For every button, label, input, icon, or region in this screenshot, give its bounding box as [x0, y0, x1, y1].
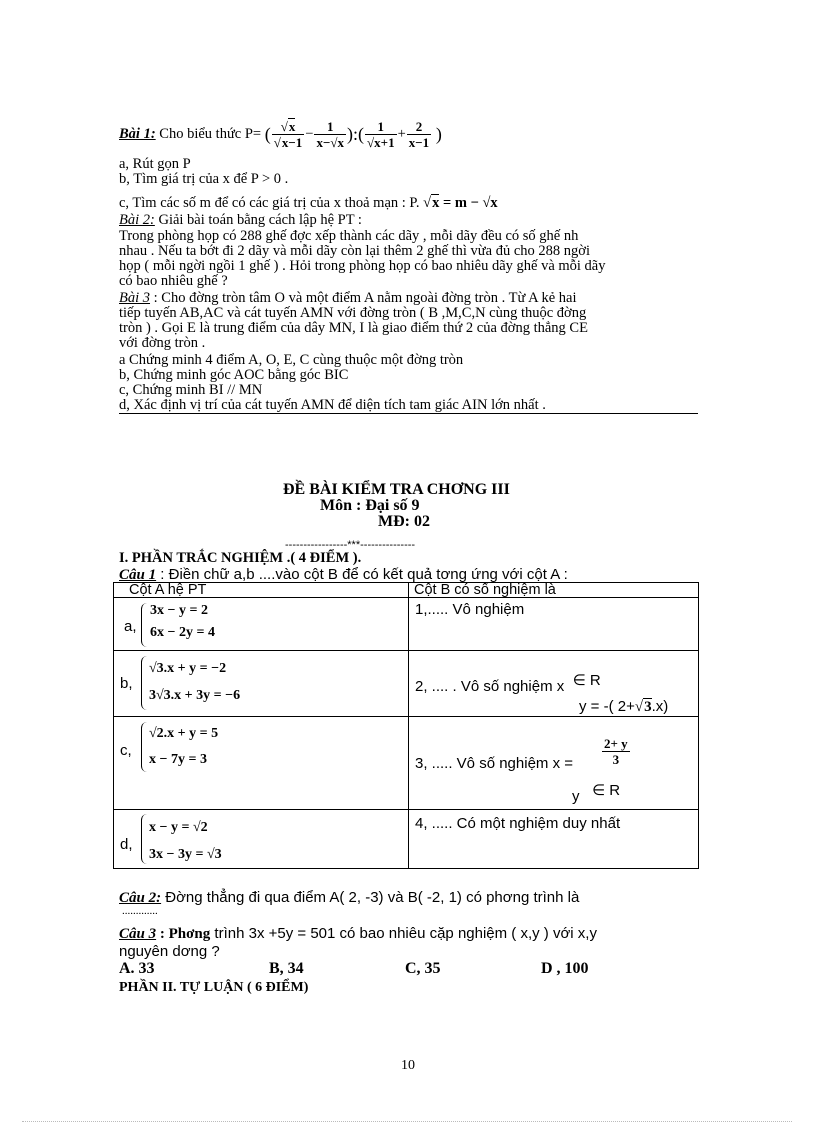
bai3-line: d, Xác định vị trí của cát tuyến AMN để diện tích tam giác AIN lớn nhất .: [119, 397, 546, 413]
exam-subject: Môn : Đại số 9: [320, 497, 420, 514]
section-divider: [119, 413, 698, 414]
table-row: c, √2.x + y = 5 x − 7y = 3 3, ..... Vô số nghiệm x = $\frac{2+ y}{3}$ y ∈ R: [114, 717, 699, 810]
answer-2-y: y = -( 2+√ 3.x): [579, 698, 668, 716]
system-c: √2.x + y = 5 x − 7y = 3: [149, 726, 219, 767]
bai2-line: có bao nhiêu ghế ?: [119, 273, 228, 289]
header-divider: -----------------***---------------: [285, 539, 416, 551]
table-row: b, √3.x + y = −2 3√3.x + 3y = −6 2, .... . Vô số nghiệm x ∈ R y = -( 2+√ 3.x): [114, 651, 699, 717]
answer-3-frac: $\frac{2+ y}{3}$: [604, 736, 628, 767]
bai2-title: Bài 2: Giải bài toán bằng cách lập hệ PT :: [119, 212, 362, 228]
answer-1: 1,..... Vô nghiệm: [415, 601, 525, 618]
bai1-b: b, Tìm giá trị của x để P > 0 .: [119, 171, 289, 187]
bai2-line: họp ( mỗi ngời ngồi 1 ghế ) . Hỏi trong phòng họp có bao nhiêu dãy ghế và mỗi dãy: [119, 258, 606, 274]
bai3-line: Bài 3 : Cho đờng tròn tâm O và một điểm A nằm ngoài đờng tròn . Từ A kẻ hai: [119, 290, 577, 306]
bai3-label: Bài 3: [119, 290, 151, 306]
answer-table: [113, 582, 699, 869]
cau3-line-2: nguyên dơng ?: [119, 943, 220, 960]
bai1-c: c, Tìm các số m để có các giá trị của x thoả mạn : P. √ x = m − √x: [119, 196, 498, 211]
option-c: C, 35: [405, 960, 441, 977]
cau2-line: Câu 2: Đờng thẳng đi qua điểm A( 2, -3) và B( -2, 1) có phơng trình là: [119, 889, 580, 906]
table-row: a, 3x − y = 2 6x − 2y = 4 1,..... Vô nghiệm: [114, 598, 699, 651]
system-d: x − y = √2 3x − 3y = √3: [149, 820, 222, 862]
bai3-line: a Chứng minh 4 điểm A, O, E, C cùng thuộc một đờng tròn: [119, 352, 464, 368]
answer-3: 3, ..... Vô số nghiệm x =: [415, 755, 573, 772]
system-a: 3x − y = 2 6x − 2y = 4: [150, 603, 215, 640]
bai3-line: với đờng tròn .: [119, 335, 206, 351]
option-a: A. 33: [119, 960, 155, 977]
answer-3-y: y ∈ R: [572, 782, 621, 805]
bai3-line: tiếp tuyến AB,AC và cát tuyến AMN với đờng tròn ( B ,M,C,N cùng thuộc đờng: [119, 305, 587, 321]
frac4: $\frac{2}{x-1}$: [408, 119, 430, 150]
frac3: $\frac{1}{√x+1}$: [367, 119, 395, 150]
bai1-label: Bài 1:: [119, 125, 156, 142]
exam-code: MĐ: 02: [378, 513, 430, 530]
bai1-intro: Cho biểu thức P=: [155, 125, 262, 142]
exam-title: ĐỀ BÀI KIỂM TRA CHƠNG III: [283, 481, 510, 498]
answer-4: 4, ..... Có một nghiệm duy nhất: [415, 815, 621, 832]
frac2: $\frac{1}{x-√x}$: [316, 119, 345, 150]
option-b: B, 34: [269, 960, 304, 977]
cau1-line: Câu 1 : Điền chữ a,b ....vào cột B để có kết quả tơng ứng với cột A :: [119, 566, 568, 583]
bai2-label: Bài 2:: [119, 212, 155, 228]
option-d: D , 100: [541, 960, 589, 977]
part1-title: I. PHẦN TRẮC NGHIỆM .( 4 ĐIỂM ).: [119, 550, 362, 566]
cau3-line: Câu 3 : Phơng trình 3x +5y = 501 có bao nhiêu cặp nghiệm ( x,y ) với x,y: [119, 925, 597, 942]
answer-2: 2, .... . Vô số nghiệm x ∈ R: [415, 672, 601, 695]
col-b-header: Cột B có số nghiệm là: [409, 583, 699, 598]
table-row: d, x − y = √2 3x − 3y = √3 4, ..... Có một nghiệm duy nhất: [114, 810, 699, 869]
cau2-dots: .............: [122, 905, 158, 917]
system-b: √3.x + y = −2 3√3.x + 3y = −6: [149, 661, 241, 703]
cau3-label: Câu 3: [119, 926, 157, 942]
cau2-label: Câu 2:: [119, 890, 162, 906]
bai3-line: b, Chứng minh góc AOC bằng góc BIC: [119, 367, 349, 383]
bai2-line: nhau . Nếu ta bớt đi 2 dãy và mỗi dãy còn lại thêm 2 ghế thì vừa đủ cho 288 ngời: [119, 243, 590, 259]
frac1: √ x √ x−1: [272, 120, 305, 149]
page-number: 10: [401, 1058, 415, 1073]
page-border: [22, 1121, 792, 1122]
cau1-label: Câu 1: [119, 567, 157, 583]
bai1-line: Bài 1: Cho biểu thức P= ( √ x √ x−1 − $\frac{1}{x-√x}$ ):( $\frac{1}{√x+1}$ + $\frac{2}{x-1}$ ): [119, 120, 442, 149]
bai1-a: a, Rút gọn P: [119, 156, 191, 172]
bai3-line: tròn ) . Gọi E là trung điểm của dây MN, I là giao điểm thứ 2 của đờng thẳng CE: [119, 320, 588, 336]
bai2-line: Trong phòng họp có 288 ghế đợc xếp thành các dãy , mỗi dãy đều có số ghế nh: [119, 228, 579, 244]
col-a-header: Cột A hệ PT: [114, 583, 409, 598]
part2-title: PHẦN II. TỰ LUẬN ( 6 ĐIỂM): [119, 980, 309, 995]
bai3-line: c, Chứng minh BI // MN: [119, 382, 263, 398]
